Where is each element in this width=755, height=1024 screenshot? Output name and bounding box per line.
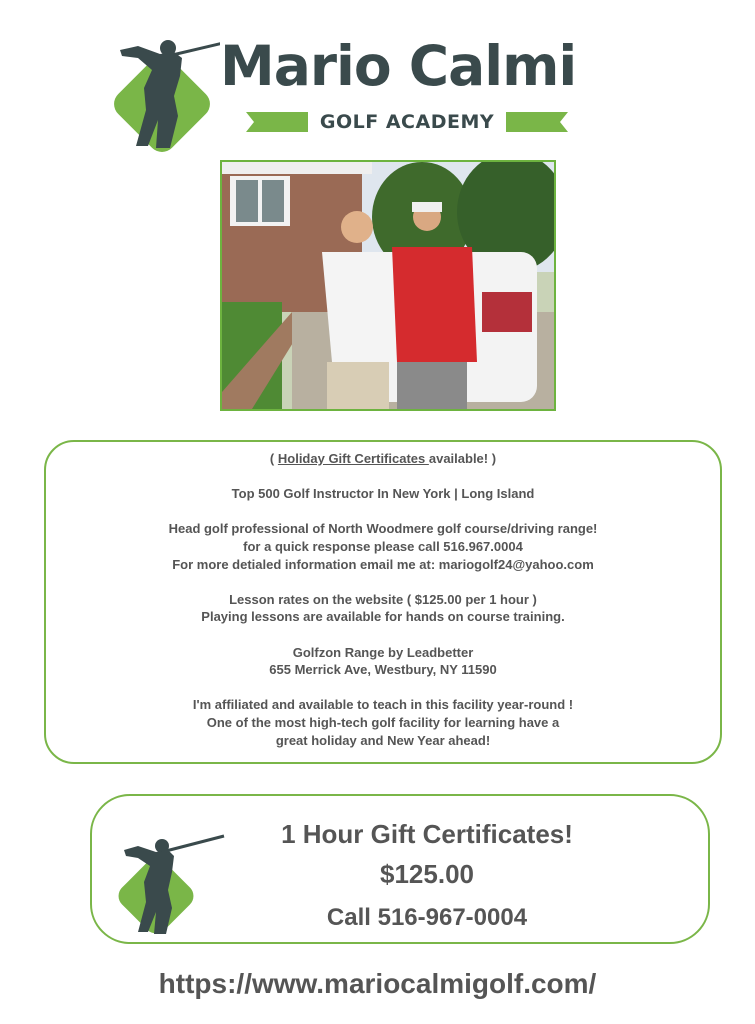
range-address: 655 Merrick Ave, Westbury, NY 11590 (269, 662, 497, 678)
info-box (44, 440, 722, 764)
rates-text: Lesson rates on the website ( $125.00 per 1 hour ) (229, 591, 537, 607)
brand-banner (246, 110, 568, 134)
instructor-photo (220, 160, 556, 411)
affiliated-line-1: I'm affiliated and available to teach in this facility year-round ! (192, 697, 574, 713)
gift-notice (46, 450, 720, 468)
affiliated-line-3: great holiday and New Year ahead! (275, 732, 491, 748)
holiday-gift-link[interactable]: Holiday Gift Certificates (277, 451, 429, 466)
golfer-diamond-icon (108, 36, 220, 154)
gift-notice-prefix: ( (269, 451, 278, 466)
gift-certificate-box (90, 794, 710, 944)
gift-call[interactable]: Call 516-967-0004 (326, 904, 528, 931)
top500-text: Top 500 Golf Instructor In New York | Long Island (231, 486, 535, 502)
range-name: Golfzon Range by Leadbetter (292, 644, 474, 660)
golfer-diamond-icon (116, 834, 226, 934)
quick-response-text: for a quick response please call 516.967.0004 (243, 538, 523, 554)
logo (108, 36, 608, 156)
gift-price: $125.00 (380, 859, 474, 889)
email-text: For more detialed information email me at: mariogolf24@yahoo.com (172, 556, 594, 572)
gift-text (262, 814, 592, 938)
brand-subtitle: GOLF ACADEMY (319, 111, 495, 133)
playing-lessons-text: Playing lessons are available for hands on course training. (201, 609, 565, 625)
gift-notice-suffix: available! ) (428, 451, 497, 466)
head-pro-text: Head golf professional of North Woodmere golf course/driving range! (168, 521, 598, 537)
photo-two-golfers (222, 162, 554, 409)
affiliated-line-2: One of the most high-tech golf facility for learning have a (206, 714, 560, 730)
brand-title: Mario Calmi (220, 34, 577, 98)
gift-title: 1 Hour Gift Certificates! (281, 819, 573, 849)
website-link[interactable]: https://www.mariocalmigolf.com/ (158, 968, 597, 999)
